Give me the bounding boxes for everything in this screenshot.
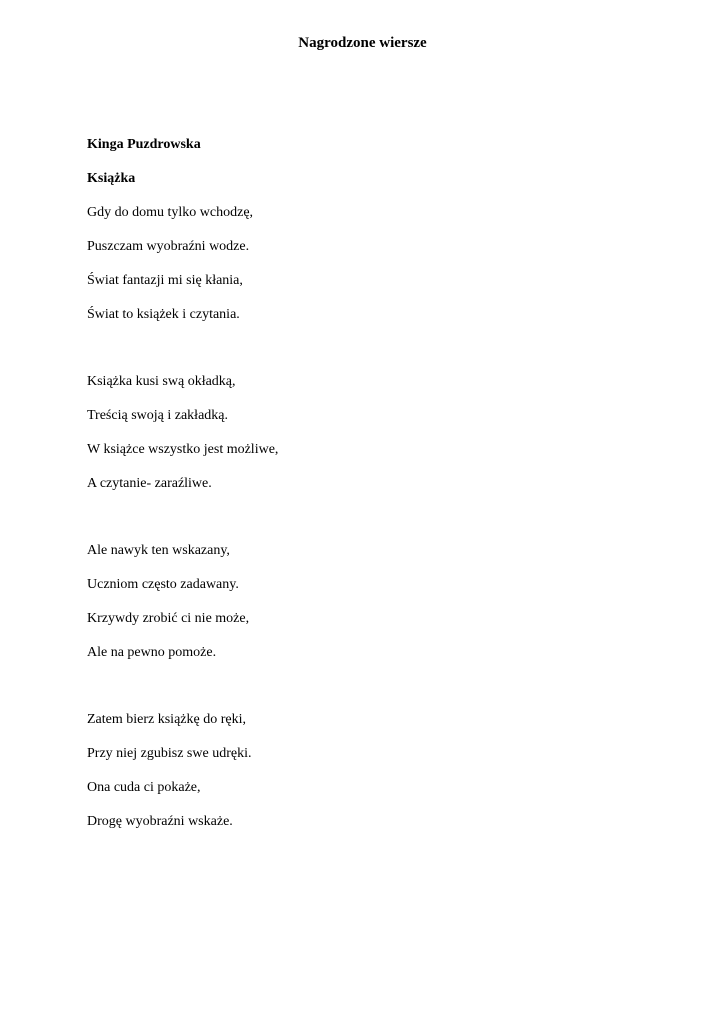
poem-line: W książce wszystko jest możliwe, (87, 442, 279, 457)
stanza-4 (87, 710, 647, 846)
poem-line: Drogę wyobraźni wskaże. (87, 814, 233, 829)
poem-line: Świat fantazji mi się kłania, (87, 273, 243, 288)
poem-line: Świat to książek i czytania. (87, 307, 240, 322)
document-title: Nagrodzone wiersze (298, 35, 427, 51)
poem-line: Uczniom często zadawany. (87, 577, 239, 592)
poem-line: A czytanie- zaraźliwe. (87, 476, 212, 491)
stanza-1 (87, 203, 647, 339)
poem-line: Puszczam wyobraźni wodze. (87, 239, 250, 254)
poem-author: Kinga Puzdrowska (87, 137, 201, 152)
poem-line: Treścią swoją i zakładką. (87, 408, 228, 423)
poem-line: Ale na pewno pomoże. (87, 645, 217, 660)
poem-line: Zatem bierz książkę do ręki, (87, 712, 246, 727)
poem-line: Gdy do domu tylko wchodzę, (87, 205, 254, 220)
stanza-2 (87, 372, 647, 508)
poem-line: Ale nawyk ten wskazany, (87, 543, 230, 558)
poem-line: Książka kusi swą okładką, (87, 374, 236, 389)
poem-line: Krzywdy zrobić ci nie może, (87, 611, 250, 626)
poem-line: Ona cuda ci pokaże, (87, 780, 201, 795)
poem-line: Przy niej zgubisz swe udręki. (87, 746, 252, 761)
stanza-3 (87, 541, 647, 677)
poem-title: Książka (87, 171, 136, 186)
